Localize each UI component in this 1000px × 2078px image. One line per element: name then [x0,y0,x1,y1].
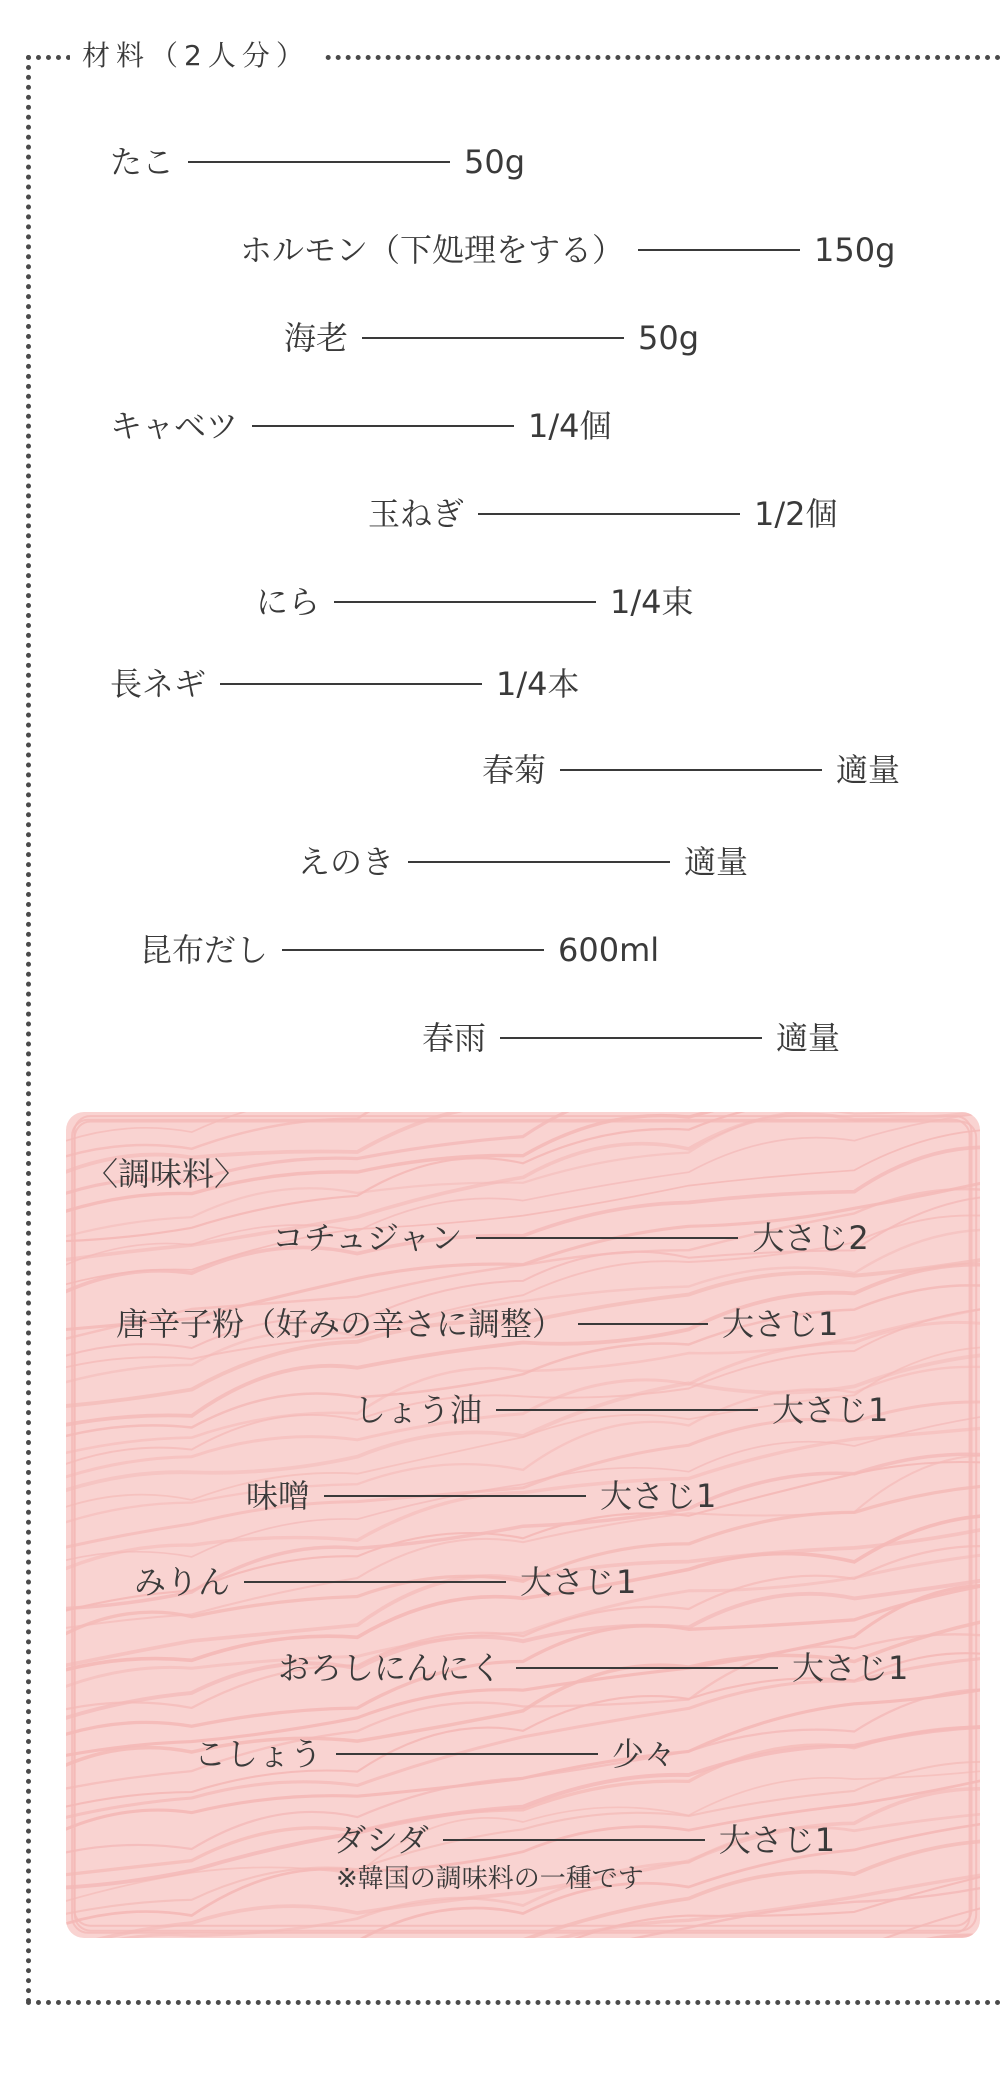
seasoning-name: 唐辛子粉（好みの辛さに調整） [116,1305,565,1343]
ingredient-quantity: 1/4個 [528,407,612,445]
leader-line [188,161,450,163]
ingredient-row [110,140,525,184]
seasoning-name: 味噌 [246,1477,311,1515]
leader-line [560,769,822,771]
ingredient-quantity: 50g [638,319,700,357]
leader-line [476,1237,738,1239]
ingredient-quantity: 適量 [836,751,901,789]
leader-line [516,1667,778,1669]
seasoning-row [354,1388,888,1432]
seasoning-row [116,1302,838,1346]
seasoning-row [272,1216,869,1260]
ingredient-name: 昆布だし [140,931,269,969]
seasoning-name: おろしにんにく [278,1649,503,1687]
ingredient-name: にら [256,583,321,621]
ingredient-name: キャベツ [110,407,239,445]
leader-line [578,1323,708,1325]
seasoning-quantity: 大さじ1 [520,1563,637,1601]
seasonings-heading: 〈調味料〉 [86,1155,247,1193]
seasoning-row [246,1474,716,1518]
ingredient-name: えのき [298,843,395,881]
ingredient-name: たこ [110,143,175,181]
ingredient-row [368,492,838,536]
leader-line [500,1037,762,1039]
ingredient-row [298,840,748,884]
dashida-note: ※韓国の調味料の一種です [336,1864,644,1894]
ingredient-row [140,928,659,972]
leader-line [334,601,596,603]
leader-line [443,1839,705,1841]
seasoning-quantity: 大さじ1 [772,1391,889,1429]
leader-line [336,1753,598,1755]
seasoning-quantity: 少々 [612,1735,677,1773]
leader-line [408,861,670,863]
seasoning-name: ダシダ [334,1821,429,1859]
ingredient-row [110,404,612,448]
ingredient-quantity: 150g [814,231,896,269]
ingredient-row [256,580,694,624]
ingredient-quantity: 1/4束 [610,583,694,621]
ingredient-name: 海老 [284,319,349,357]
ingredient-quantity: 50g [464,143,526,181]
ingredient-quantity: 1/4本 [496,665,580,703]
seasoning-name: コチュジャン [272,1219,463,1257]
seasoning-name: こしょう [194,1735,323,1773]
ingredient-quantity: 適量 [776,1019,841,1057]
ingredient-name: ホルモン（下処理をする） [240,231,625,269]
leader-line [496,1409,758,1411]
ingredient-row [284,316,699,360]
ingredient-quantity: 1/2個 [754,495,838,533]
ingredient-name: 春菊 [482,751,547,789]
seasoning-row [334,1818,835,1862]
leader-line [324,1495,586,1497]
ingredient-name: 長ネギ [110,665,207,703]
seasoning-quantity: 大さじ2 [752,1219,869,1257]
leader-line [252,425,514,427]
seasoning-row [194,1732,676,1776]
ingredient-name: 春雨 [422,1019,487,1057]
leader-line [220,683,482,685]
ingredient-row [482,748,900,792]
leader-line [282,949,544,951]
leader-line [478,513,740,515]
ingredient-row [240,228,895,272]
seasoning-name: みりん [134,1563,231,1601]
leader-line [638,249,800,251]
seasoning-name: しょう油 [354,1391,483,1429]
seasoning-row [278,1646,908,1690]
ingredient-quantity: 600ml [558,931,660,969]
ingredient-quantity: 適量 [684,843,749,881]
seasoning-quantity: 大さじ1 [792,1649,909,1687]
seasoning-quantity: 大さじ1 [600,1477,717,1515]
leader-line [244,1581,506,1583]
seasoning-row [134,1560,636,1604]
seasoning-quantity: 大さじ1 [722,1305,839,1343]
ingredients-heading: 材料（2人分） [70,38,322,74]
ingredient-name: 玉ねぎ [368,495,465,533]
seasoning-quantity: 大さじ1 [718,1821,836,1859]
ingredient-row [110,662,580,706]
ingredient-row [422,1016,840,1060]
leader-line [362,337,624,339]
